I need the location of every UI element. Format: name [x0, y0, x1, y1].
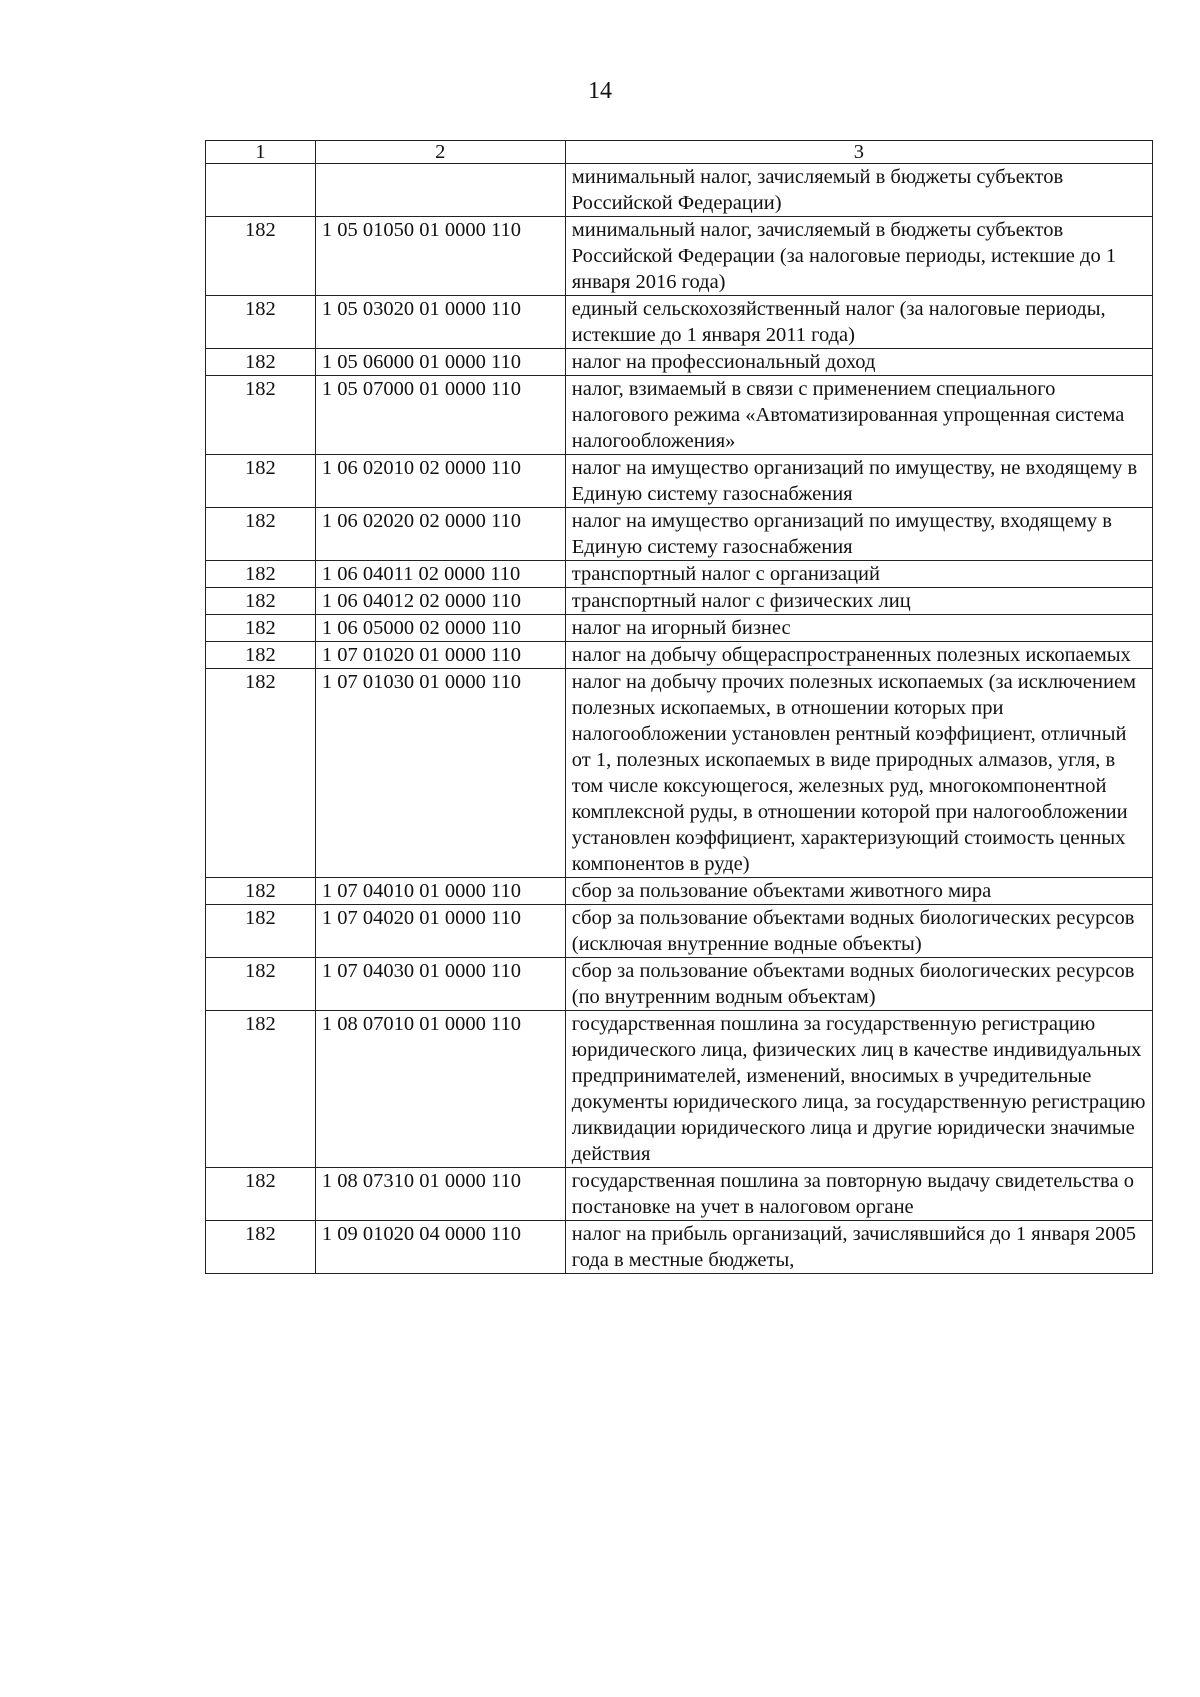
budget-code-cell: 1 07 04030 01 0000 110 [315, 958, 565, 1011]
admin-code-cell: 182 [206, 1221, 316, 1274]
admin-code-cell: 182 [206, 878, 316, 905]
budget-code-cell: 1 07 01030 01 0000 110 [315, 669, 565, 878]
admin-code-cell: 182 [206, 1011, 316, 1168]
description-cell: минимальный налог, зачисляемый в бюджеты субъектов Российской Федерации (за налоговые периоды, истекшие до 1 января 2016 года) [565, 217, 1152, 296]
table-row [206, 561, 1153, 588]
table-row [206, 296, 1153, 349]
description-cell: сбор за пользование объектами водных биологических ресурсов (по внутренним водным объектам) [565, 958, 1152, 1011]
budget-code-cell: 1 05 03020 01 0000 110 [315, 296, 565, 349]
page-number: 14 [588, 78, 612, 104]
admin-code-cell: 182 [206, 508, 316, 561]
description-cell: минимальный налог, зачисляемый в бюджеты субъектов Российской Федерации) [565, 164, 1152, 217]
header-row [206, 141, 1153, 164]
budget-code-cell: 1 07 04010 01 0000 110 [315, 878, 565, 905]
table-row [206, 642, 1153, 669]
budget-code-cell: 1 05 01050 01 0000 110 [315, 217, 565, 296]
budget-code-cell: 1 07 01020 01 0000 110 [315, 642, 565, 669]
admin-code-cell: 182 [206, 561, 316, 588]
description-cell: налог на игорный бизнес [565, 615, 1152, 642]
description-cell: сбор за пользование объектами животного мира [565, 878, 1152, 905]
admin-code-cell: 182 [206, 376, 316, 455]
table-row [206, 217, 1153, 296]
budget-code-cell: 1 06 02020 02 0000 110 [315, 508, 565, 561]
admin-code-cell: 182 [206, 642, 316, 669]
description-cell: государственная пошлина за повторную выдачу свидетельства о постановке на учет в налоговом органе [565, 1168, 1152, 1221]
description-cell: налог, взимаемый в связи с применением специального налогового режима «Автоматизированная упрощенная система налогообложения» [565, 376, 1152, 455]
description-cell: единый сельскохозяйственный налог (за налоговые периоды, истекшие до 1 января 2011 года) [565, 296, 1152, 349]
budget-code-cell: 1 08 07010 01 0000 110 [315, 1011, 565, 1168]
table-row [206, 376, 1153, 455]
admin-code-cell: 182 [206, 296, 316, 349]
table-row [206, 349, 1153, 376]
budget-code-cell: 1 05 06000 01 0000 110 [315, 349, 565, 376]
budget-code-cell: 1 09 01020 04 0000 110 [315, 1221, 565, 1274]
table-row [206, 1221, 1153, 1274]
budget-code-cell: 1 06 02010 02 0000 110 [315, 455, 565, 508]
table-row [206, 164, 1153, 217]
admin-code-cell: 182 [206, 349, 316, 376]
admin-code-cell [206, 164, 316, 217]
revenue-codes-table [205, 140, 1153, 1274]
admin-code-cell: 182 [206, 958, 316, 1011]
budget-code-cell: 1 06 04011 02 0000 110 [315, 561, 565, 588]
admin-code-cell: 182 [206, 905, 316, 958]
description-cell: налог на прибыль организаций, зачислявшийся до 1 января 2005 года в местные бюджеты, [565, 1221, 1152, 1274]
description-cell: налог на имущество организаций по имуществу, не входящему в Единую систему газоснабжения [565, 455, 1152, 508]
table-row [206, 905, 1153, 958]
budget-code-cell: 1 05 07000 01 0000 110 [315, 376, 565, 455]
description-cell: транспортный налог с физических лиц [565, 588, 1152, 615]
table-body [206, 164, 1153, 1274]
budget-code-cell: 1 07 04020 01 0000 110 [315, 905, 565, 958]
table-row [206, 455, 1153, 508]
description-cell: государственная пошлина за государственную регистрацию юридического лица, физических лиц в качестве индивидуальных предпринимателей, изменений, вносимых в учредительные документы юридического лица, за государственную регистрацию ликвидации юридического лица и другие юридически значимые действия [565, 1011, 1152, 1168]
header-col-2: 2 [315, 141, 565, 164]
table-row [206, 508, 1153, 561]
budget-code-cell: 1 06 05000 02 0000 110 [315, 615, 565, 642]
admin-code-cell: 182 [206, 455, 316, 508]
table-row [206, 1011, 1153, 1168]
admin-code-cell: 182 [206, 615, 316, 642]
description-cell: налог на добычу общераспространенных полезных ископаемых [565, 642, 1152, 669]
description-cell: налог на добычу прочих полезных ископаемых (за исключением полезных ископаемых, в отношении которых при налогообложении установлен рентный коэффициент, отличный от 1, полезных ископаемых в виде природных алмазов, угля, в том числе коксующегося, железных руд, многокомпонентной комплексной руды, в отношении которой при налогообложении установлен коэффициент, характеризующий стоимость ценных компонентов в руде) [565, 669, 1152, 878]
table-row [206, 1168, 1153, 1221]
admin-code-cell: 182 [206, 588, 316, 615]
table-header [206, 141, 1153, 164]
admin-code-cell: 182 [206, 1168, 316, 1221]
header-col-3: 3 [565, 141, 1152, 164]
table-row [206, 958, 1153, 1011]
description-cell: налог на профессиональный доход [565, 349, 1152, 376]
budget-code-cell: 1 06 04012 02 0000 110 [315, 588, 565, 615]
description-cell: сбор за пользование объектами водных биологических ресурсов (исключая внутренние водные объекты) [565, 905, 1152, 958]
description-cell: налог на имущество организаций по имуществу, входящему в Единую систему газоснабжения [565, 508, 1152, 561]
table-row [206, 588, 1153, 615]
admin-code-cell: 182 [206, 217, 316, 296]
budget-code-cell: 1 08 07310 01 0000 110 [315, 1168, 565, 1221]
table-row [206, 669, 1153, 878]
admin-code-cell: 182 [206, 669, 316, 878]
description-cell: транспортный налог с организаций [565, 561, 1152, 588]
table-row [206, 615, 1153, 642]
table-row [206, 878, 1153, 905]
budget-code-cell [315, 164, 565, 217]
header-col-1: 1 [206, 141, 316, 164]
